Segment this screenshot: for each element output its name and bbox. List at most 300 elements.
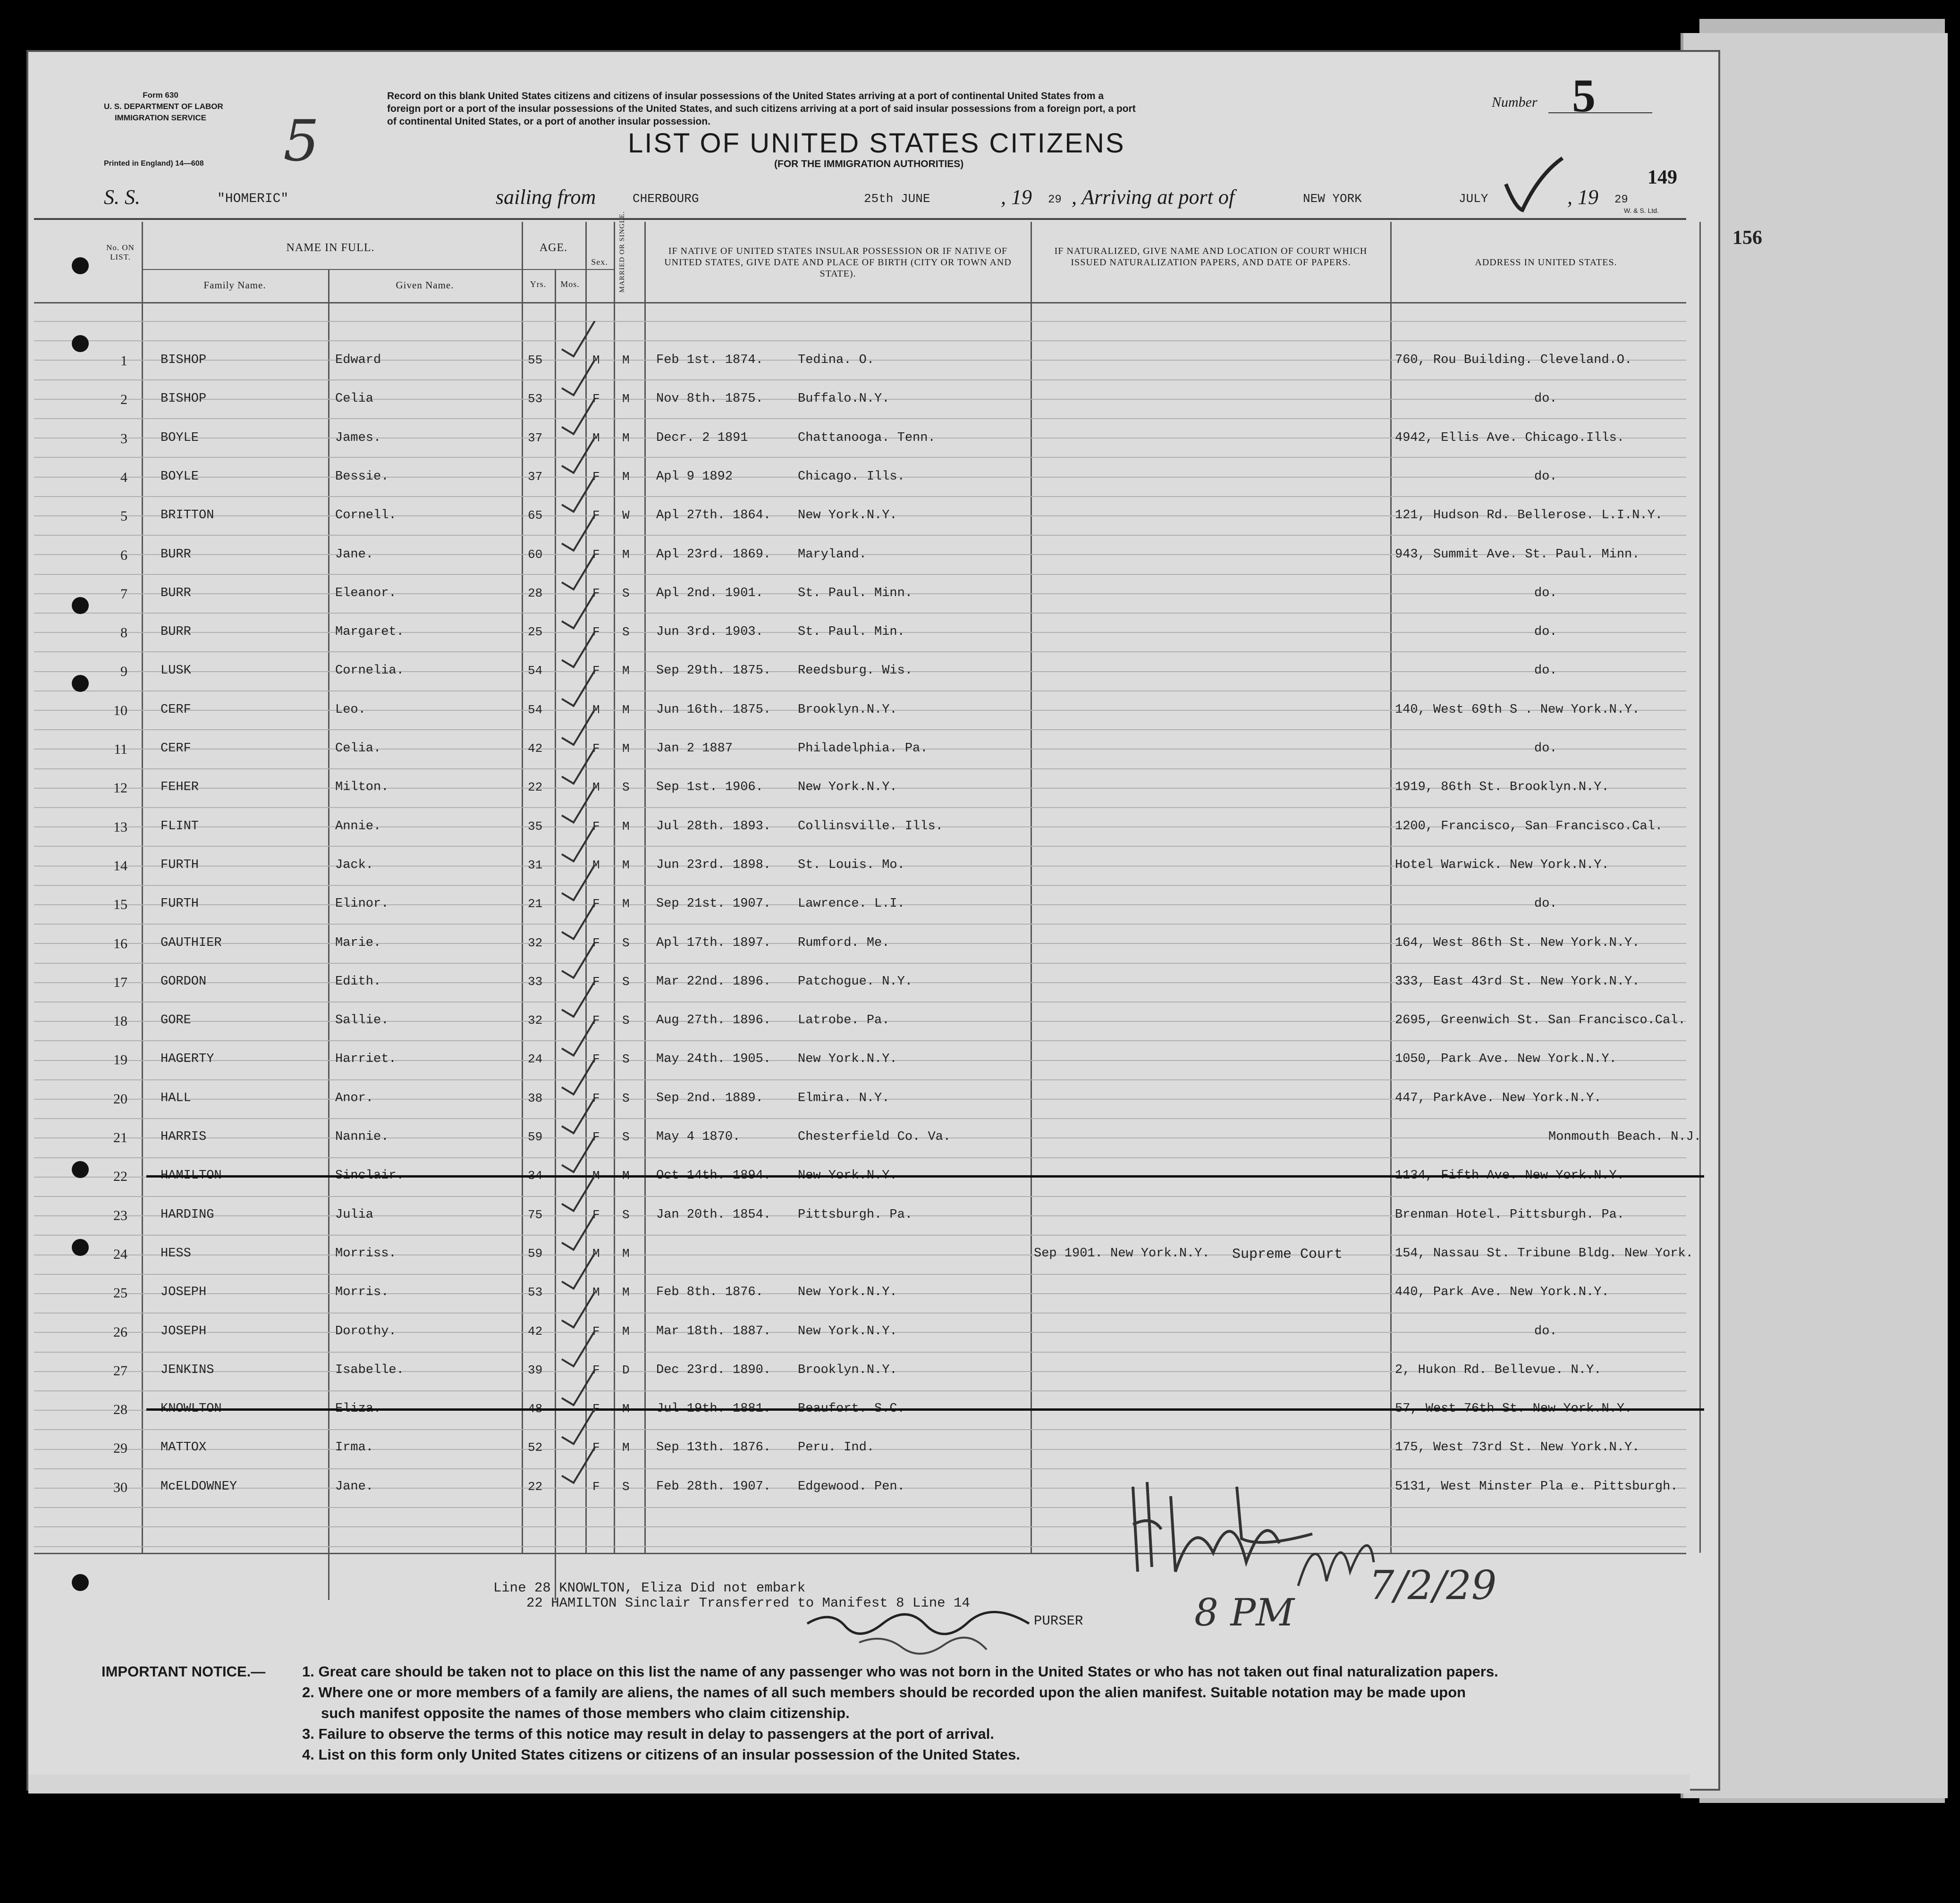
check-mark — [562, 593, 595, 628]
row-number: 6 — [120, 547, 127, 563]
arriving-year-prefix: , 19 — [1567, 185, 1598, 209]
ruled-line — [34, 1526, 1686, 1527]
check-mark — [562, 826, 595, 861]
ruled-line — [34, 1468, 1686, 1469]
ruled-line — [34, 613, 1686, 614]
col-header-given: Given Name. — [396, 279, 454, 291]
marital-status: M — [622, 430, 630, 445]
address: 57, West 76th St. New York.N.Y. — [1395, 1402, 1632, 1416]
sex: F — [592, 1013, 600, 1028]
row-number: 23 — [113, 1207, 127, 1223]
sex: F — [592, 1207, 600, 1222]
ruled-line — [34, 1352, 1686, 1353]
ship-label: S. S. — [104, 185, 140, 209]
ruled-line — [34, 1507, 1686, 1508]
binder-hole — [72, 675, 89, 692]
col-header-address: ADDRESS IN UNITED STATES. — [1475, 257, 1617, 268]
family-name: GAUTHIER — [161, 935, 222, 950]
given-name: Milton. — [335, 780, 389, 795]
marital-status: M — [622, 897, 630, 911]
birth-place: Brooklyn.N.Y. — [798, 702, 897, 717]
ruled-line — [34, 1546, 1686, 1547]
marital-status: S — [622, 935, 630, 950]
check-mark — [562, 1176, 595, 1211]
birth-date: Sep 29th. 1875. — [656, 664, 771, 678]
side-number: 156 — [1732, 227, 1762, 249]
birth-date: Mar 22nd. 1896. — [656, 974, 771, 989]
number-underline — [1548, 112, 1652, 113]
given-name: Jack. — [335, 858, 374, 872]
address: 2695, Greenwich St. San Francisco.Cal. — [1395, 1013, 1686, 1028]
address: 5131, West Minster Pla e. Pittsburgh. — [1395, 1479, 1678, 1494]
birth-place: New York.N.Y. — [798, 1169, 897, 1183]
manifest-page — [28, 52, 1718, 1789]
age-years: 42 — [528, 741, 543, 756]
birth-place: Chicago. Ills. — [798, 469, 905, 484]
check-mark — [562, 1214, 595, 1250]
family-name: JOSEPH — [161, 1324, 207, 1339]
row-number: 27 — [113, 1363, 127, 1379]
given-name: Sinclair. — [335, 1169, 404, 1183]
sex: F — [592, 586, 600, 600]
birth-place: Buffalo.N.Y. — [798, 392, 890, 406]
birth-place: New York.N.Y. — [798, 780, 897, 795]
ruled-line — [34, 1040, 1686, 1041]
given-name: Irma. — [335, 1440, 374, 1455]
family-name: HAGERTY — [161, 1052, 214, 1067]
row-number: 3 — [120, 430, 127, 446]
sex: F — [592, 819, 600, 834]
purser-signature — [803, 1605, 1039, 1661]
row-number: 13 — [113, 819, 127, 835]
birth-date: Sep 1st. 1906. — [656, 780, 763, 795]
ruled-line — [34, 496, 1686, 497]
check-mark — [562, 515, 595, 551]
check-mark — [562, 1253, 595, 1288]
given-name: James. — [335, 430, 381, 445]
age-years: 59 — [528, 1246, 543, 1261]
birth-date: Apl 23rd. 1869. — [656, 547, 771, 562]
ruled-line — [34, 1313, 1686, 1314]
address: 760, Rou Building. Cleveland.O. — [1395, 353, 1632, 367]
check-mark — [562, 632, 595, 667]
family-name: FEHER — [161, 780, 199, 795]
address: 440, Park Ave. New York.N.Y. — [1395, 1285, 1609, 1300]
birth-date: Apl 27th. 1864. — [656, 508, 771, 523]
number-value: 5 — [1572, 69, 1596, 122]
row-number: 11 — [114, 741, 127, 757]
ship-name: "HOMERIC" — [217, 192, 289, 206]
birth-place: Lawrence. L.I. — [798, 897, 905, 911]
row-number: 20 — [113, 1091, 127, 1107]
col-header-name: NAME IN FULL. — [286, 242, 375, 254]
age-years: 54 — [528, 702, 543, 717]
row-number: 15 — [113, 897, 127, 913]
arriving-port: NEW YORK — [1303, 192, 1362, 206]
birth-place: Latrobe. Pa. — [798, 1013, 890, 1028]
ruled-line — [34, 418, 1686, 419]
birth-place: Rumford. Me. — [798, 935, 890, 950]
page-subtitle: (FOR THE IMMIGRATION AUTHORITIES) — [774, 159, 964, 169]
row-number: 12 — [113, 780, 127, 796]
sex: F — [592, 935, 600, 950]
given-name: Cornelia. — [335, 664, 404, 678]
given-name: Jane. — [335, 547, 374, 562]
ruled-line — [34, 1196, 1686, 1197]
family-name: HARDING — [161, 1207, 214, 1222]
annotation-line-2: 22 HAMILTON Sinclair Transferred to Manifest 8 Line 14 — [526, 1595, 970, 1611]
given-name: Nannie. — [335, 1130, 389, 1144]
marital-status: S — [622, 1013, 630, 1028]
family-name: HARRIS — [161, 1130, 207, 1144]
address: do. — [1534, 586, 1557, 600]
birth-date: Sep 13th. 1876. — [656, 1440, 771, 1455]
birth-place: Beaufort. S.C. — [798, 1402, 905, 1416]
sex: F — [592, 508, 600, 523]
family-name: BRITTON — [161, 508, 214, 523]
check-mark — [562, 1448, 595, 1483]
col-divider — [644, 222, 646, 1553]
family-name: JOSEPH — [161, 1285, 207, 1300]
arriving-year: 29 — [1614, 194, 1628, 206]
given-name: Celia. — [335, 741, 381, 756]
age-years: 33 — [528, 974, 543, 989]
sex: M — [592, 780, 600, 795]
check-mark — [562, 981, 595, 1017]
age-years: 53 — [528, 1285, 543, 1300]
given-name: Dorothy. — [335, 1324, 397, 1339]
given-name: Harriet. — [335, 1052, 397, 1067]
col-header-age: AGE. — [539, 242, 568, 254]
age-years: 35 — [528, 819, 543, 834]
address: Hotel Warwick. New York.N.Y. — [1395, 858, 1609, 872]
binder-hole — [72, 1239, 89, 1256]
marital-status: M — [622, 819, 630, 834]
age-years: 60 — [528, 547, 543, 562]
row-number: 25 — [113, 1285, 127, 1301]
col-divider — [328, 269, 329, 1600]
family-name: BOYLE — [161, 430, 199, 445]
form-info: Form 630 U. S. DEPARTMENT OF LABOR IMMIGRATION SERVICE — [104, 91, 223, 122]
marital-status: S — [622, 1091, 630, 1105]
address: 447, ParkAve. New York.N.Y. — [1395, 1091, 1602, 1105]
check-mark — [562, 399, 595, 434]
ruled-line — [34, 807, 1686, 808]
birth-place: St. Paul. Minn. — [798, 586, 913, 600]
ruled-line — [34, 1079, 1686, 1080]
address: 164, West 86th St. New York.N.Y. — [1395, 935, 1640, 950]
ruled-line — [34, 1118, 1686, 1119]
underlying-page-edge — [1681, 33, 1948, 1798]
given-name: Celia — [335, 392, 374, 406]
age-years: 21 — [528, 897, 543, 911]
sex: F — [592, 1402, 600, 1416]
birth-date: Apl 17th. 1897. — [656, 935, 771, 950]
birth-date: Sep 2nd. 1889. — [656, 1091, 763, 1105]
col-divider — [142, 222, 143, 1553]
sex: F — [592, 897, 600, 911]
sex: M — [592, 1169, 600, 1183]
sex: F — [592, 1052, 600, 1067]
notice-label: IMPORTANT NOTICE.— — [101, 1663, 266, 1680]
age-years: 34 — [528, 1169, 543, 1183]
table-top-rule — [34, 218, 1686, 220]
sex: F — [592, 1091, 600, 1105]
sailing-label: sailing from — [496, 185, 596, 209]
row-number: 18 — [113, 1013, 127, 1029]
family-name: BISHOP — [161, 392, 207, 406]
col-header-sex: Sex. — [591, 257, 608, 267]
check-mark — [562, 438, 595, 473]
annotation-line-1: Line 28 KNOWLTON, Eliza Did not embark — [493, 1580, 806, 1596]
col-header-family: Family Name. — [203, 279, 266, 291]
birth-date: Mar 18th. 1887. — [656, 1324, 771, 1339]
binder-hole — [72, 257, 89, 274]
birth-date: Apl 9 1892 — [656, 469, 733, 484]
family-name: KNOWLTON — [161, 1402, 222, 1416]
notice-item-2-continued: such manifest opposite the names of those members who claim citizenship. — [321, 1705, 850, 1721]
sex: F — [592, 1324, 600, 1339]
given-name: Sallie. — [335, 1013, 389, 1028]
ruled-line — [34, 924, 1686, 925]
marital-status: M — [622, 1402, 630, 1416]
binder-hole — [72, 597, 89, 614]
address: 1200, Francisco, San Francisco.Cal. — [1395, 819, 1663, 834]
check-mark — [562, 1370, 595, 1405]
given-name: Edith. — [335, 974, 381, 989]
row-number: 16 — [113, 935, 127, 952]
address: 4942, Ellis Ave. Chicago.Ills. — [1395, 430, 1625, 445]
family-name: BOYLE — [161, 469, 199, 484]
marital-status: M — [622, 1285, 630, 1300]
printed-note: Printed in England) 14—608 — [104, 160, 204, 168]
arriving-month: JULY — [1459, 192, 1488, 206]
sex: M — [592, 1246, 600, 1261]
marital-status: S — [622, 1479, 630, 1494]
birth-place: Chesterfield Co. Va. — [798, 1130, 951, 1144]
row-number: 2 — [120, 392, 127, 408]
row-number: 26 — [113, 1324, 127, 1340]
col-header-mos: Mos. — [560, 279, 580, 289]
birth-date: Jan 2 1887 — [656, 741, 733, 756]
marital-status: S — [622, 625, 630, 640]
given-name: Edward — [335, 353, 381, 367]
handwritten-time: 8 PM — [1194, 1591, 1295, 1634]
birth-date: Apl 2nd. 1901. — [656, 586, 763, 600]
sex: F — [592, 1130, 600, 1144]
birth-place: Maryland. — [798, 547, 867, 562]
birth-date: Sep 21st. 1907. — [656, 897, 771, 911]
birth-date: Jun 3rd. 1903. — [656, 625, 763, 640]
strike-through-line — [146, 1408, 1704, 1411]
sailing-year-prefix: , 19 — [1001, 185, 1032, 209]
birth-date: Dec 23rd. 1890. — [656, 1363, 771, 1377]
row-number: 29 — [113, 1440, 127, 1457]
birth-place: Pittsburgh. Pa. — [798, 1207, 913, 1222]
sex: M — [592, 1285, 600, 1300]
header-bottom-rule — [34, 302, 1686, 303]
given-name: Marie. — [335, 935, 381, 950]
age-years: 52 — [528, 1440, 543, 1455]
age-years: 39 — [528, 1363, 543, 1377]
family-name: HAMILTON — [161, 1169, 222, 1183]
row-number: 4 — [120, 469, 127, 485]
ruled-line — [34, 1390, 1686, 1391]
birth-place: New York.N.Y. — [798, 1052, 897, 1067]
row-number: 14 — [113, 858, 127, 874]
age-subheader-rule — [519, 269, 614, 270]
given-name: Cornell. — [335, 508, 397, 523]
printer-mark: W. & S. Ltd. — [1624, 207, 1659, 214]
sex: F — [592, 1440, 600, 1455]
age-years: 25 — [528, 625, 543, 640]
age-years: 22 — [528, 780, 543, 795]
col-header-yrs: Yrs. — [530, 279, 547, 289]
family-name: FLINT — [161, 819, 199, 834]
arrival-date-check — [1501, 156, 1567, 217]
tally-checkmarks — [510, 321, 623, 1515]
marital-status: S — [622, 586, 630, 600]
family-name: BURR — [161, 547, 191, 562]
ruled-line — [34, 963, 1686, 964]
ruled-line — [34, 574, 1686, 575]
marital-status: M — [622, 858, 630, 872]
age-years: 48 — [528, 1402, 543, 1416]
family-name: MATTOX — [161, 1440, 207, 1455]
address: 1050, Park Ave. New York.N.Y. — [1395, 1052, 1617, 1067]
given-name: Morris. — [335, 1285, 389, 1300]
family-name: FURTH — [161, 897, 199, 911]
sex: M — [592, 430, 600, 445]
check-mark — [562, 321, 595, 356]
given-name: Jane. — [335, 1479, 374, 1494]
check-mark — [562, 748, 595, 783]
given-name: Isabelle. — [335, 1363, 404, 1377]
check-mark — [562, 787, 595, 823]
check-mark — [562, 1137, 595, 1172]
age-years: 42 — [528, 1324, 543, 1339]
row-number: 8 — [120, 625, 127, 641]
birth-place: St. Paul. Min. — [798, 625, 905, 640]
birth-date: Jan 20th. 1854. — [656, 1207, 771, 1222]
age-years: 32 — [528, 935, 543, 950]
birth-date: Nov 8th. 1875. — [656, 392, 763, 406]
ruled-line — [34, 535, 1686, 536]
row-number: 19 — [113, 1052, 127, 1068]
ruled-line — [34, 690, 1686, 691]
sailing-date: 25th JUNE — [864, 192, 930, 206]
birth-date: Decr. 2 1891 — [656, 430, 748, 445]
ruled-line — [34, 768, 1686, 769]
row-number: 5 — [120, 508, 127, 524]
col-divider — [1390, 222, 1392, 1553]
naturalization-info: Sep 1901. New York.N.Y. — [1034, 1246, 1210, 1261]
check-mark — [562, 1331, 595, 1366]
number-label: Number — [1492, 94, 1538, 110]
age-years: 24 — [528, 1052, 543, 1067]
marital-status: D — [622, 1363, 630, 1377]
given-name: Leo. — [335, 702, 366, 717]
page-bottom-edge — [28, 1775, 1690, 1794]
age-years: 55 — [528, 353, 543, 367]
given-name: Anor. — [335, 1091, 374, 1105]
col-divider — [1031, 222, 1032, 1553]
row-number: 1 — [120, 353, 127, 369]
ruled-line — [34, 1429, 1686, 1430]
marital-status: W — [622, 508, 630, 523]
ruled-line — [34, 457, 1686, 458]
family-name: CERF — [161, 741, 191, 756]
birth-place: Brooklyn.N.Y. — [798, 1363, 897, 1377]
address: 154, Nassau St. Tribune Bldg. New York. — [1395, 1246, 1693, 1261]
row-number: 21 — [113, 1130, 127, 1145]
given-name: Eleanor. — [335, 586, 397, 600]
marital-status: M — [622, 547, 630, 562]
ruled-line — [34, 651, 1686, 652]
binder-hole — [72, 1574, 89, 1591]
ruled-line — [34, 846, 1686, 847]
row-number: 24 — [113, 1246, 127, 1262]
record-instructions: Record on this blank United States citizens and citizens of insular possessions of the United States arriving at a port of continental United States from a foreign port or a port of the insular possessions of the United States, and such citizens arriving at a port of said insular possessions from a foreign port, a port of continental United States, or a port of another insular possession. — [387, 91, 1136, 127]
sailing-year: 29 — [1048, 194, 1062, 206]
birth-place: Philadelphia. Pa. — [798, 741, 928, 756]
marital-status: M — [622, 664, 630, 678]
check-mark — [562, 865, 595, 900]
sex: M — [592, 353, 600, 367]
marital-status: S — [622, 1130, 630, 1144]
strike-through-line — [146, 1175, 1704, 1178]
age-years: 65 — [528, 508, 543, 523]
check-mark — [562, 476, 595, 512]
birth-date: May 4 1870. — [656, 1130, 741, 1144]
ruled-line — [34, 321, 1686, 322]
check-mark — [562, 554, 595, 589]
sex: F — [592, 547, 600, 562]
family-name: LUSK — [161, 664, 191, 678]
ruled-line — [34, 379, 1686, 380]
given-name: Annie. — [335, 819, 381, 834]
address: 1919, 86th St. Brooklyn.N.Y. — [1395, 780, 1609, 795]
arriving-label: , Arriving at port of — [1072, 185, 1235, 209]
ruled-line — [34, 729, 1686, 730]
birth-date: Feb 28th. 1907. — [656, 1479, 771, 1494]
col-header-no: No. ON LIST. — [106, 243, 135, 261]
family-name: FURTH — [161, 858, 199, 872]
age-years: 59 — [528, 1130, 543, 1144]
check-mark — [562, 671, 595, 706]
row-number: 9 — [120, 664, 127, 680]
row-number: 22 — [113, 1169, 127, 1185]
family-name: GORDON — [161, 974, 207, 989]
birth-date: Jul 28th. 1893. — [656, 819, 771, 834]
address: do. — [1534, 1324, 1557, 1339]
check-mark — [562, 943, 595, 978]
binder-hole — [72, 335, 89, 352]
marital-status: M — [622, 1169, 630, 1183]
age-years: 37 — [528, 430, 543, 445]
birth-place: Tedina. O. — [798, 353, 875, 367]
row-number: 30 — [113, 1479, 127, 1495]
check-mark — [562, 1059, 595, 1095]
handwritten-page-mark: 5 — [283, 109, 320, 174]
age-years: 28 — [528, 586, 543, 600]
birth-date: Jul 19th. 1881. — [656, 1402, 771, 1416]
address: do. — [1534, 469, 1557, 484]
notice-item-4: 4. List on this form only United States citizens or citizens of an insular possession of the United States. — [302, 1746, 1020, 1763]
given-name: Eliza. — [335, 1402, 381, 1416]
ruled-line — [34, 1157, 1686, 1158]
ruled-line — [34, 1274, 1686, 1275]
